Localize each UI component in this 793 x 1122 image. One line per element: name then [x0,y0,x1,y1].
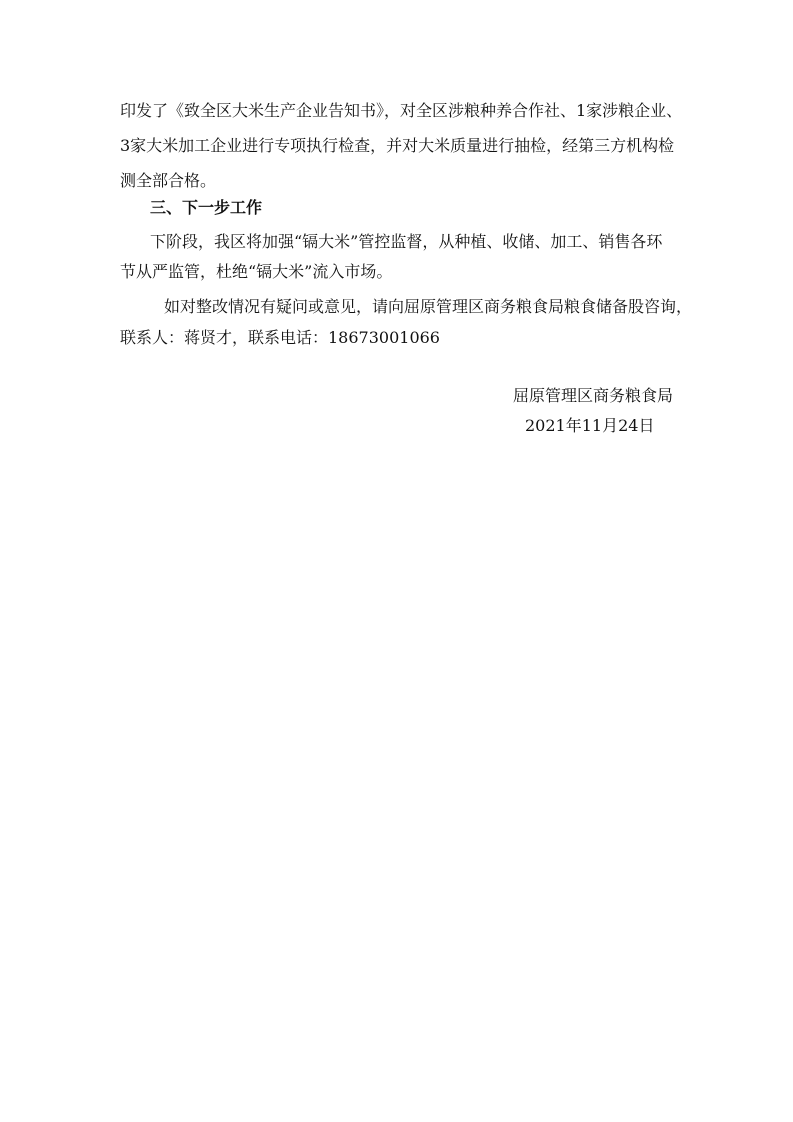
paragraph-1-line-2: 3家大米加工企业进行专项执行检查，并对大米质量进行抽检，经第三方机构检 [120,136,675,155]
paragraph-1-line-3: 测全部合格。 [120,171,217,190]
paragraph-2-line-2: 节从严监管，杜绝“镉大米”流入市场。 [120,262,393,281]
paragraph-2-line-1: 下阶段，我区将加强“镉大米”管控监督，从种植、收储、加工、销售各环 [150,232,663,251]
signature-organization: 屈原管理区商务粮食局 [513,386,674,405]
paragraph-1-line-1: 印发了《致全区大米生产企业告知书》，对全区涉粮种养合作社、1家涉粮企业、 [120,101,683,120]
signature-date: 2021年11月24日 [525,416,655,435]
section-3-heading: 三、下一步工作 [150,198,263,217]
paragraph-3-line-2: 联系人：蒋贤才，联系电话：18673001066 [120,328,440,347]
paragraph-3-line-1: 如对整改情况有疑问或意见，请向屈原管理区商务粮食局粮食储备股咨询， [164,297,693,316]
